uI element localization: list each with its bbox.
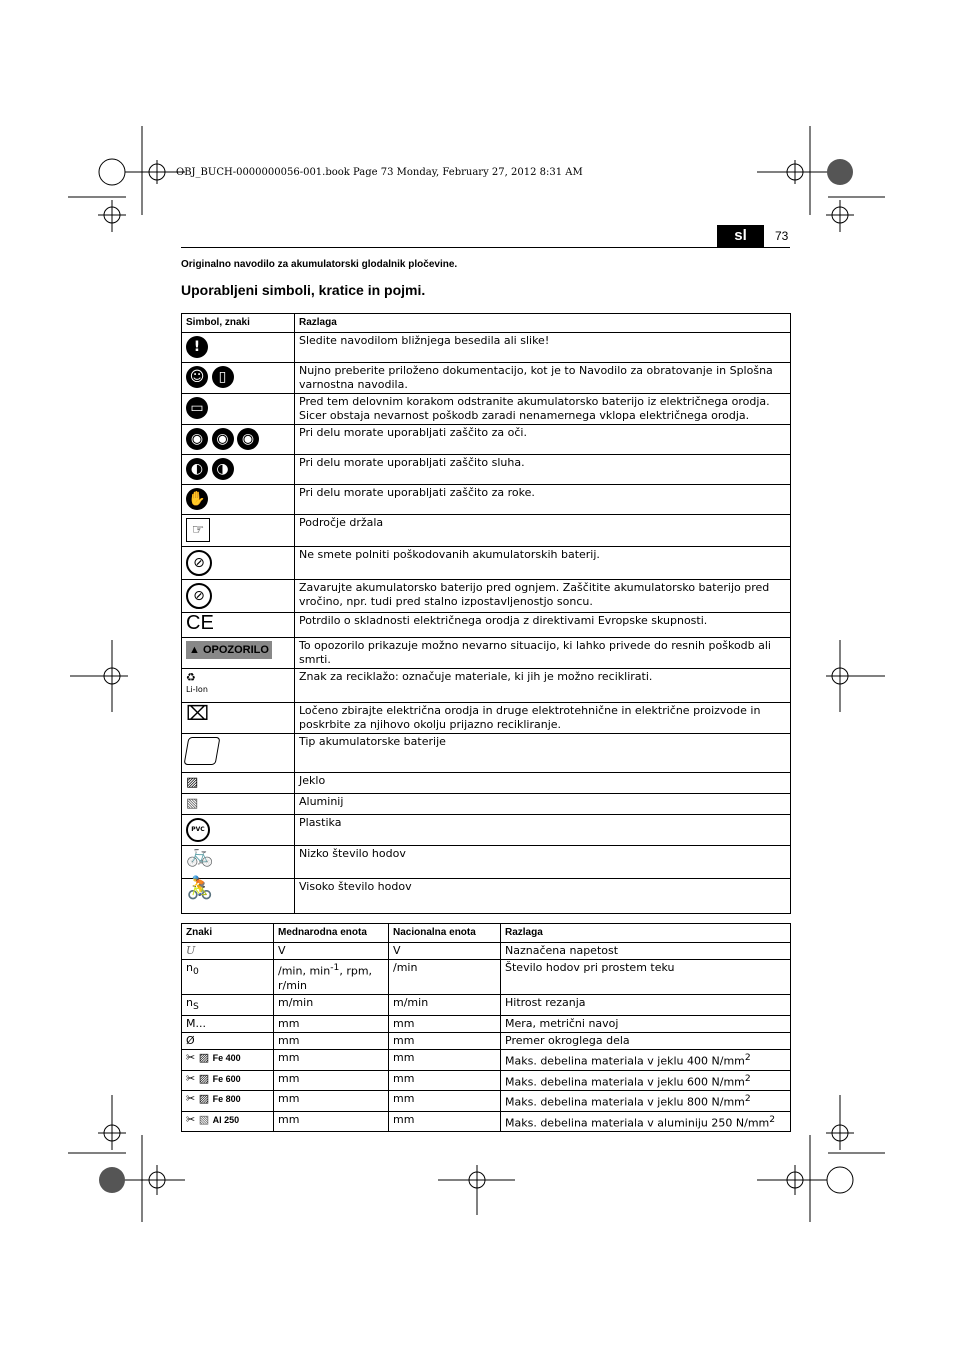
column-header: Znaki xyxy=(182,924,274,943)
table-row xyxy=(182,794,791,815)
row-text: Aluminij xyxy=(295,794,791,815)
row-text: Plastika xyxy=(295,815,791,846)
table-row xyxy=(182,669,791,703)
column-header: Simbol, znaki xyxy=(182,314,295,333)
material-label: Fe 600 xyxy=(212,1073,241,1084)
header-rule xyxy=(181,247,790,248)
table-row xyxy=(182,394,791,425)
table-row xyxy=(182,425,791,455)
intl-unit-line2: r/min xyxy=(278,978,307,992)
symbols-table xyxy=(181,313,791,914)
plastic-pvc-icon xyxy=(186,818,210,842)
table-row xyxy=(182,734,791,773)
table-row xyxy=(182,879,791,914)
li-ion-label: Li-Ion xyxy=(186,685,208,694)
document-subtitle: Originalno navodilo za akumulatorski glodalnik pločevine. xyxy=(181,259,458,270)
description-sup: 2 xyxy=(744,1051,751,1063)
sign-subscript: S xyxy=(192,1000,199,1012)
row-text: Pri delu morate uporabljati zaščito za oči. xyxy=(295,425,791,455)
intl-unit: mm xyxy=(274,1015,389,1032)
sign-diameter: Ø xyxy=(182,1032,274,1049)
table-row xyxy=(182,994,791,1015)
table-row xyxy=(182,363,791,394)
thickness-icon: ✂ xyxy=(186,1071,196,1085)
intl-unit-rest: , rpm, xyxy=(339,964,373,978)
warning-label-text: OPOZORILO xyxy=(202,644,269,656)
intl-unit: mm xyxy=(274,1091,389,1112)
national-unit: V xyxy=(389,943,501,960)
table-row xyxy=(182,1032,791,1049)
row-text: Nujno preberite priloženo dokumentacijo, kot je to Navodilo za obratovanje in Splošna varnostna navodila. xyxy=(295,363,791,394)
national-unit: mm xyxy=(389,1111,501,1132)
national-unit: mm xyxy=(389,1070,501,1091)
sign-subscript: 0 xyxy=(192,966,199,978)
column-header: Mednarodna enota xyxy=(274,924,389,943)
table-row xyxy=(182,333,791,363)
exclamation-icon: ! xyxy=(186,336,208,358)
row-text: Sledite navodilom bližnjega besedila ali slike! xyxy=(295,333,791,363)
table-row xyxy=(182,773,791,794)
row-text: Znak za reciklažo: označuje materiale, ki jih je možno reciklirati. xyxy=(295,669,791,703)
column-header: Razlaga xyxy=(295,314,791,333)
table-row xyxy=(182,485,791,515)
column-header: Razlaga xyxy=(501,924,791,943)
row-text: Tip akumulatorske baterije xyxy=(295,734,791,773)
battery-type-icon xyxy=(184,737,221,765)
description: Mera, metrični navoj xyxy=(501,1015,791,1032)
intl-unit: mm xyxy=(274,1049,389,1070)
steel-icon: ▨ xyxy=(186,775,199,790)
table-row xyxy=(182,455,791,485)
table-row xyxy=(182,580,791,613)
row-text: Zavarujte akumulatorsko baterijo pred ognjem. Zaščitite akumulatorsko baterijo pred vročino, npr. tudi pred stalno izpostavljenostjo soncu. xyxy=(295,580,791,613)
material-label: Fe 800 xyxy=(212,1094,241,1105)
row-text: Potrdilo o skladnosti električnega orodja z direktivami Evropske skupnosti. xyxy=(295,613,791,638)
intl-unit-text: /min, min xyxy=(278,964,331,978)
table-row xyxy=(182,1070,791,1091)
table-row xyxy=(182,703,791,734)
row-text: Področje držala xyxy=(295,515,791,547)
sign-u: U xyxy=(186,944,196,957)
national-unit: mm xyxy=(389,1049,501,1070)
row-text: Visoko število hodov xyxy=(295,879,791,914)
material-label: Fe 400 xyxy=(212,1052,241,1063)
row-text: Jeklo xyxy=(295,773,791,794)
description: Maks. debelina materiala v jeklu 400 N/mm xyxy=(505,1054,745,1068)
ce-mark-icon: CE xyxy=(186,612,214,634)
thickness-icon: ✂ xyxy=(186,1092,196,1106)
table-row xyxy=(182,1015,791,1032)
row-text: Pri delu morate uporabljati zaščito sluha. xyxy=(295,455,791,485)
table-row xyxy=(182,1091,791,1112)
weee-bin-icon: ⌧ xyxy=(186,701,210,725)
steel-icon: ▨ xyxy=(198,1071,210,1085)
ear-protection-icon: ◐ ◑ xyxy=(186,463,234,476)
warning-label-icon: ▲ OPOZORILO xyxy=(186,641,272,659)
no-fire-battery-icon: ⊘ xyxy=(186,583,212,609)
description-sup: 2 xyxy=(769,1113,776,1125)
row-text: Pred tem delovnim korakom odstranite akumulatorsko baterijo iz električnega orodja. Sicer obstaja nevarnost poškodb zaradi nenamernega vklopa električnega orodja. xyxy=(295,394,791,425)
section-title: Uporabljeni simboli, kratice in pojmi. xyxy=(181,282,426,298)
hand-protection-icon: ✋ xyxy=(186,488,208,510)
national-unit: m/min xyxy=(389,994,501,1015)
steel-icon: ▨ xyxy=(198,1092,210,1106)
description: Maks. debelina materiala v jeklu 800 N/mm xyxy=(505,1095,745,1109)
column-header: Nacionalna enota xyxy=(389,924,501,943)
intl-unit: m/min xyxy=(274,994,389,1015)
table-row xyxy=(182,815,791,846)
description: Maks. debelina materiala v aluminiju 250 N/mm xyxy=(505,1116,770,1130)
steel-icon: ▨ xyxy=(198,1050,210,1064)
table-header-row xyxy=(182,314,791,333)
intl-unit: mm xyxy=(274,1032,389,1049)
units-table xyxy=(181,923,791,1132)
low-speed-bicycle-icon: 🚲 xyxy=(186,843,214,868)
description: Premer okroglega dela xyxy=(501,1032,791,1049)
row-text: Pri delu morate uporabljati zaščito za roke. xyxy=(295,485,791,515)
description-sup: 2 xyxy=(744,1093,751,1105)
pvc-label: PVC xyxy=(191,826,205,833)
aluminium-icon: ▧ xyxy=(186,796,199,811)
table-row xyxy=(182,638,791,669)
national-unit: /min xyxy=(389,960,501,995)
description: Hitrost rezanja xyxy=(501,994,791,1015)
table-row xyxy=(182,943,791,960)
eye-protection-icon: ◉ ◉ ◉ xyxy=(186,433,259,446)
read-manual-icon: ☺ ▯ xyxy=(186,371,234,384)
remove-battery-icon: ▭ xyxy=(186,397,208,419)
intl-unit: V xyxy=(274,943,389,960)
intl-unit: mm xyxy=(274,1070,389,1091)
aluminium-icon: ▧ xyxy=(198,1112,210,1126)
high-speed-bicycle-icon: 🚴 xyxy=(186,876,214,901)
language-badge: sl xyxy=(717,225,764,247)
description: Naznačena napetost xyxy=(501,943,791,960)
thickness-icon: ✂ xyxy=(186,1050,196,1064)
table-row xyxy=(182,960,791,995)
material-label: Al 250 xyxy=(212,1114,240,1125)
intl-unit-sup: -1 xyxy=(330,962,340,973)
row-text: Ne smete polniti poškodovanih akumulatorskih baterij. xyxy=(295,547,791,580)
intl-unit xyxy=(274,960,389,995)
description: Število hodov pri prostem teku xyxy=(501,960,791,995)
table-row xyxy=(182,515,791,547)
page-number: 73 xyxy=(775,229,789,243)
no-damaged-battery-icon: ⊘ xyxy=(186,550,212,576)
national-unit: mm xyxy=(389,1015,501,1032)
row-text: Nizko število hodov xyxy=(295,846,791,879)
description: Maks. debelina materiala v jeklu 600 N/mm xyxy=(505,1075,745,1089)
sign-m: M... xyxy=(182,1015,274,1032)
row-text: Ločeno zbirajte električna orodja in druge elektrotehnične in električne proizvode in poskrbite za njihovo okolju prijazno recikliranje. xyxy=(295,703,791,734)
table-header-row xyxy=(182,924,791,943)
grip-area-icon: ☞ xyxy=(186,518,210,542)
file-header: OBJ_BUCH-0000000056-001.book Page 73 Monday, February 27, 2012 8:31 AM xyxy=(176,167,583,178)
thickness-icon: ✂ xyxy=(186,1112,196,1126)
table-row xyxy=(182,547,791,580)
intl-unit: mm xyxy=(274,1111,389,1132)
table-row xyxy=(182,613,791,638)
recycle-li-ion-icon: ♻ Li-Ion xyxy=(186,671,208,694)
row-text: To opozorilo prikazuje možno nevarno situacijo, ki lahko privede do resnih poškodb ali smrti. xyxy=(295,638,791,669)
sign-ns: n xyxy=(186,995,193,1009)
national-unit: mm xyxy=(389,1032,501,1049)
table-row xyxy=(182,1049,791,1070)
description-sup: 2 xyxy=(744,1072,751,1084)
national-unit: mm xyxy=(389,1091,501,1112)
sign-n0: n xyxy=(186,961,193,974)
table-row xyxy=(182,846,791,879)
table-row xyxy=(182,1111,791,1132)
